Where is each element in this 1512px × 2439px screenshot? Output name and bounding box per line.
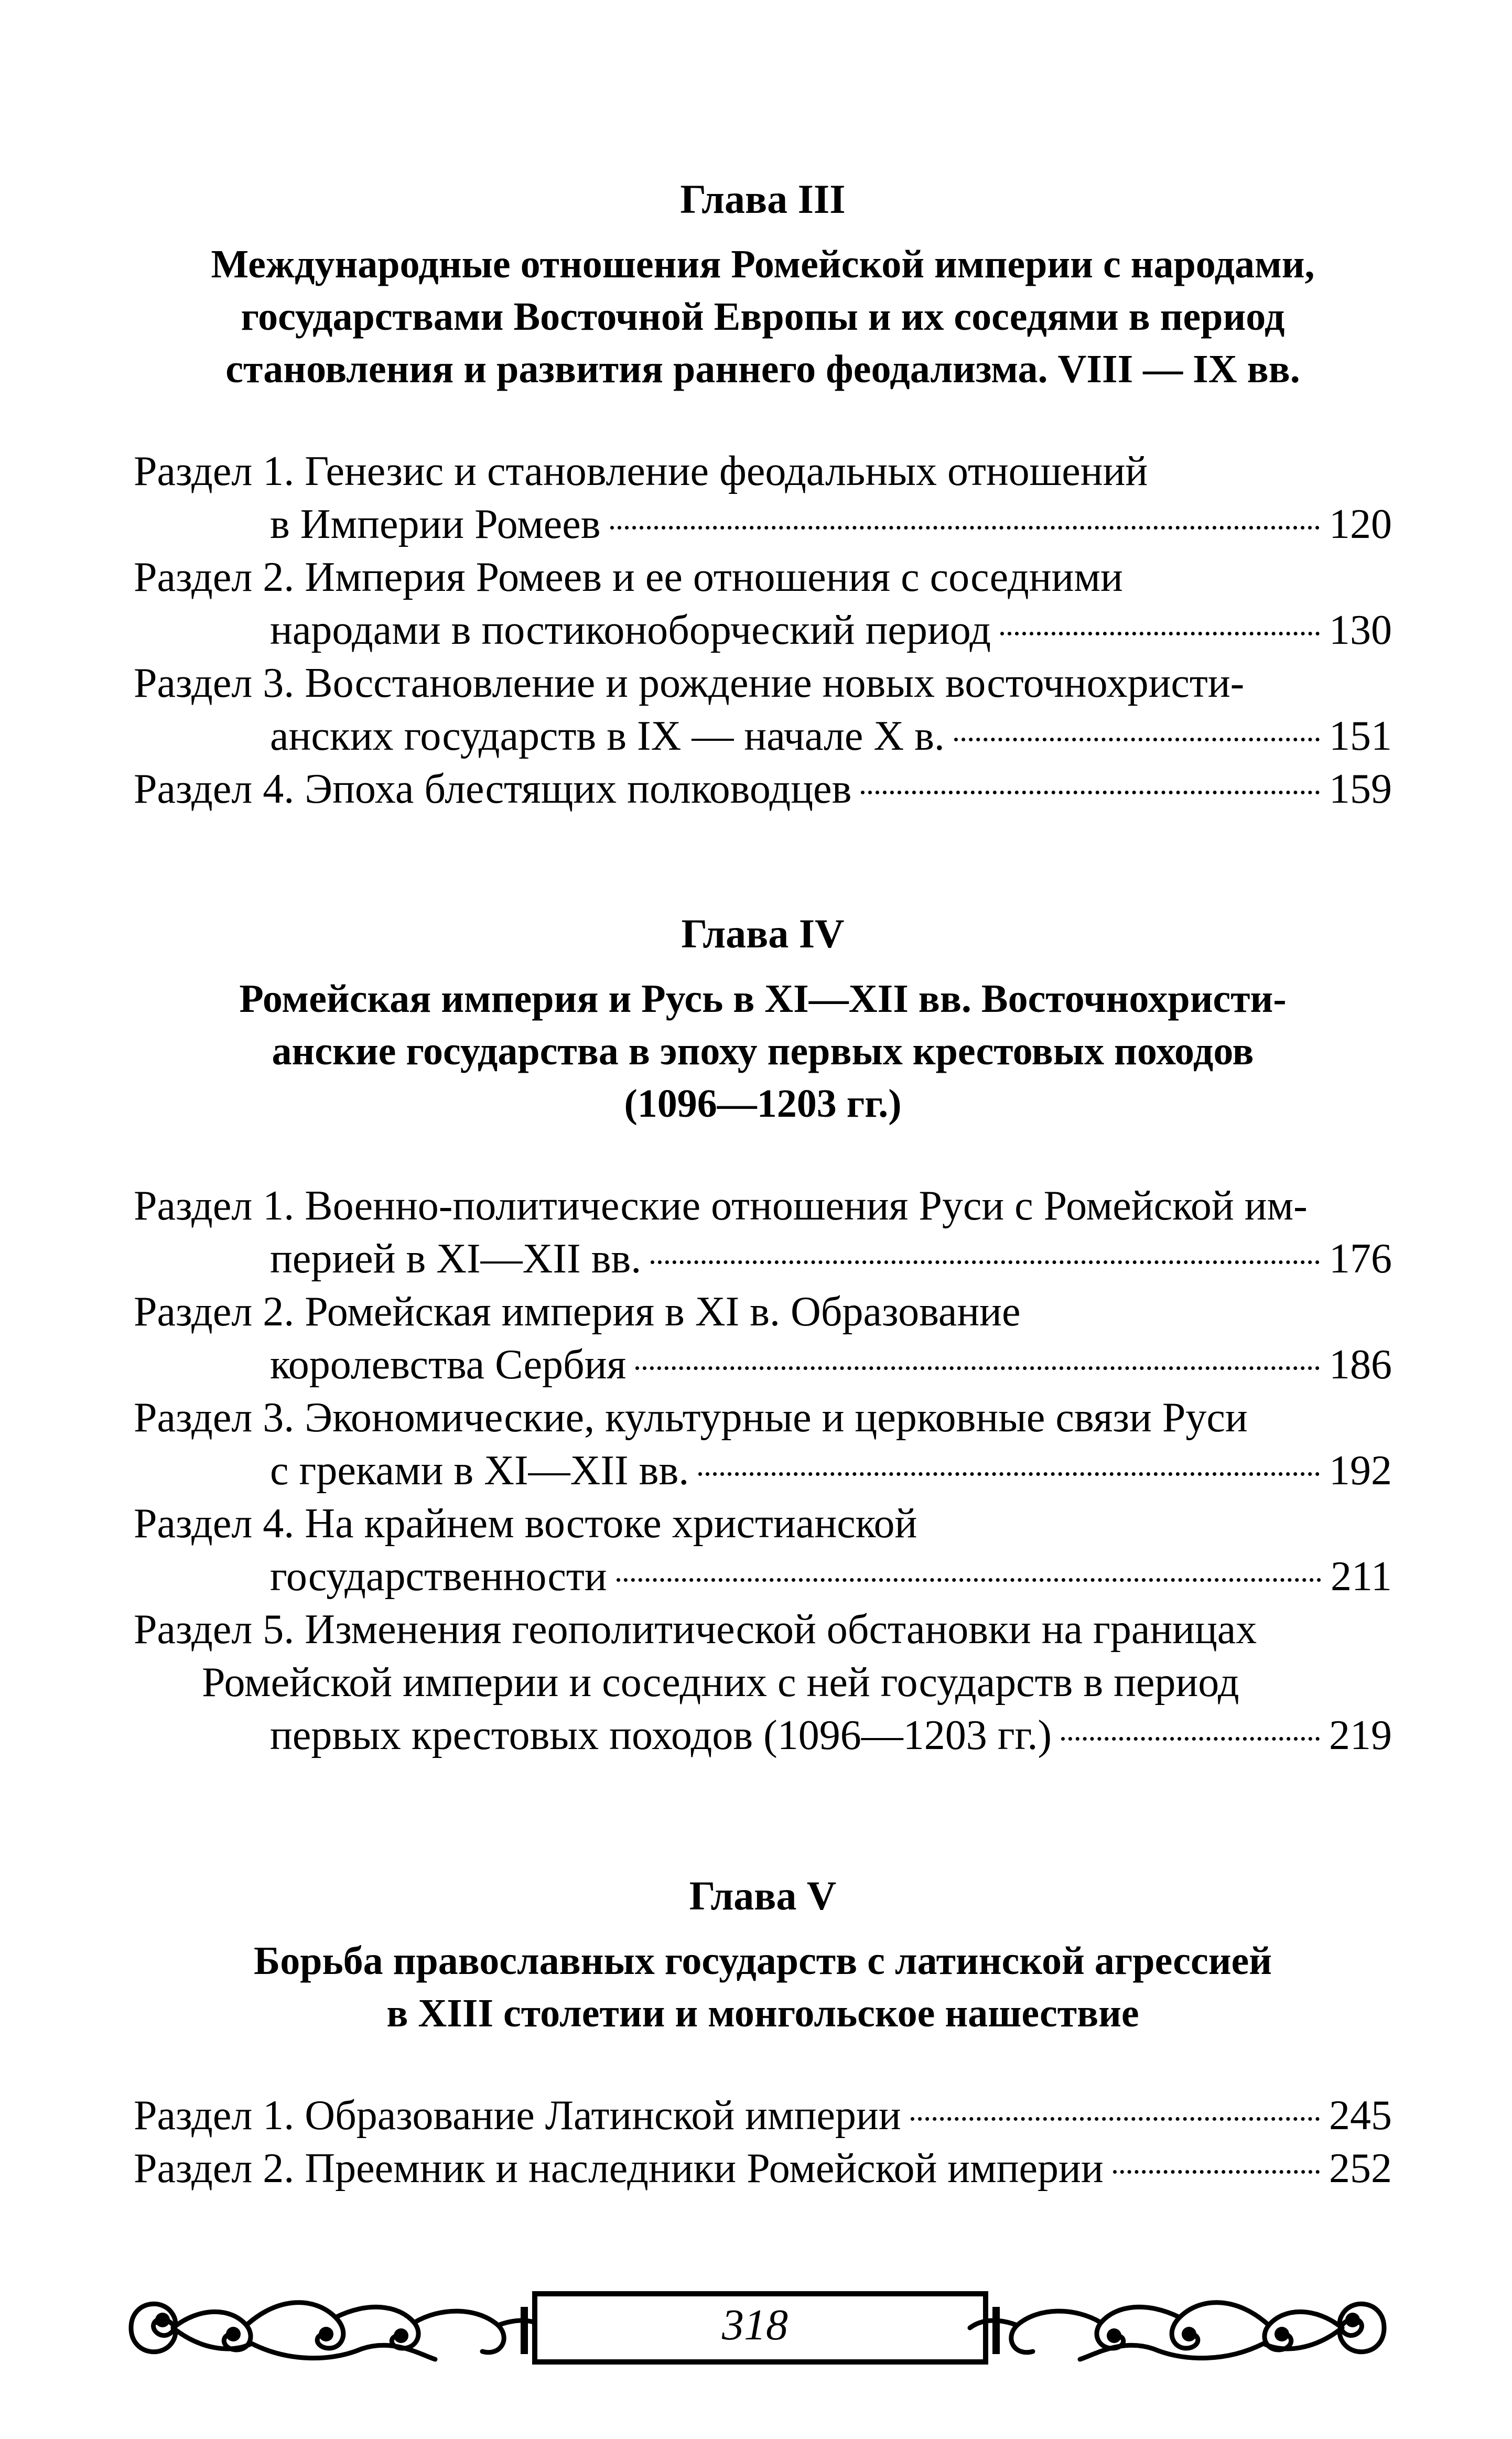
chapter-4-heading <box>134 908 1392 1130</box>
page-number: 318 <box>722 2301 788 2349</box>
entry-line: Раздел 2. Преемник и наследники Ромейской империи <box>134 2145 1104 2192</box>
chapter-subtitle-line: становления и развития раннего феодализма. VIII — IX вв. <box>225 347 1300 391</box>
chapter-title: Глава V <box>689 1873 837 1918</box>
chapter-subtitle-line: анские государства в эпоху первых крестовых походов <box>272 1029 1254 1073</box>
toc-entry[interactable] <box>134 1391 1392 1497</box>
dot-leader <box>617 1578 1321 1582</box>
toc-entry[interactable] <box>134 657 1392 763</box>
toc-entry[interactable] <box>134 445 1392 551</box>
chapter-subtitle-line: (1096—1203 гг.) <box>624 1082 902 1126</box>
toc-entry[interactable] <box>134 1286 1392 1391</box>
dot-leader <box>911 2117 1320 2121</box>
chapter-3-heading <box>134 173 1392 395</box>
table-of-contents <box>134 173 1392 2195</box>
entry-line: с греками в XI—XII вв. <box>270 1448 689 1494</box>
entry-line: Раздел 1. Генезис и становление феодальных отношений <box>134 448 1148 494</box>
toc-entry[interactable] <box>134 551 1392 657</box>
entry-line: анских государств в IX — начале X в. <box>270 713 945 759</box>
entry-line: королевства Сербия <box>270 1342 627 1388</box>
spacer <box>134 1762 1392 1870</box>
toc-entry[interactable] <box>134 1497 1392 1603</box>
entry-page-number: 130 <box>1329 607 1392 653</box>
toc-entry[interactable] <box>134 1180 1392 1286</box>
chapter-subtitle-line: в XIII столетии и монгольское нашествие <box>386 1991 1139 2035</box>
toc-entry[interactable] <box>134 2142 1392 2195</box>
toc-entry[interactable] <box>134 1603 1392 1762</box>
entry-line: Раздел 1. Образование Латинской империи <box>134 2092 901 2139</box>
dot-leader <box>1000 632 1320 635</box>
entry-line: Ромейской империи и соседних с ней государств в период <box>202 1659 1239 1706</box>
entry-line: государственности <box>270 1553 607 1600</box>
entry-line: первых крестовых походов (1096—1203 гг.) <box>270 1712 1052 1758</box>
entry-line: Раздел 5. Изменения геополитической обстановки на границах <box>134 1606 1257 1653</box>
entry-line: Раздел 2. Империя Ромеев и ее отношения с соседними <box>134 554 1123 600</box>
entry-page-number: 252 <box>1329 2145 1392 2192</box>
entry-page-number: 192 <box>1329 1448 1392 1494</box>
entry-line: в Империи Ромеев <box>270 501 601 547</box>
dot-leader <box>651 1260 1320 1264</box>
chapter-5-entries <box>134 2089 1392 2195</box>
entry-line: народами в постиконоборческий период <box>270 607 991 653</box>
entry-line: Раздел 3. Восстановление и рождение новых восточнохристи- <box>134 660 1245 706</box>
chapter-3-entries <box>134 445 1392 816</box>
dot-leader <box>635 1366 1320 1370</box>
entry-line: Раздел 4. На крайнем востоке христианской <box>134 1501 917 1547</box>
dot-leader <box>610 526 1320 530</box>
chapter-subtitle-line: Международные отношения Ромейской империи с народами, <box>211 242 1315 286</box>
entry-page-number: 211 <box>1330 1553 1392 1600</box>
dot-leader <box>698 1472 1320 1476</box>
entry-page-number: 219 <box>1329 1712 1392 1758</box>
entry-page-number: 159 <box>1329 766 1392 812</box>
chapter-4-entries <box>134 1180 1392 1762</box>
entry-page-number: 151 <box>1329 713 1392 759</box>
entry-page-number: 176 <box>1329 1236 1392 1282</box>
entry-page-number: 245 <box>1329 2092 1392 2139</box>
dot-leader <box>1113 2170 1320 2174</box>
entry-page-number: 120 <box>1329 501 1392 547</box>
toc-entry[interactable] <box>134 2089 1392 2142</box>
entry-line: перией в XI—XII вв. <box>270 1236 642 1282</box>
chapter-subtitle-line: Ромейская империя и Русь в XI—XII вв. Восточнохристи- <box>239 977 1287 1021</box>
chapter-5-heading <box>134 1870 1392 2039</box>
dot-leader <box>861 791 1320 794</box>
chapter-title: Глава III <box>680 176 846 222</box>
dot-leader <box>954 738 1320 741</box>
chapter-subtitle-line: Борьба православных государств с латинской агрессией <box>253 1939 1272 1983</box>
entry-line: Раздел 4. Эпоха блестящих полководцев <box>134 766 852 812</box>
chapter-title: Глава IV <box>681 911 845 956</box>
chapter-subtitle-line: государствами Восточной Европы и их соседями в период <box>241 295 1285 339</box>
entry-page-number: 186 <box>1329 1342 1392 1388</box>
entry-line: Раздел 3. Экономические, культурные и церковные связи Руси <box>134 1395 1248 1441</box>
spacer <box>134 816 1392 908</box>
toc-entry[interactable] <box>134 763 1392 816</box>
entry-line: Раздел 2. Ромейская империя в XI в. Образование <box>134 1289 1021 1335</box>
dot-leader <box>1061 1737 1320 1741</box>
entry-line: Раздел 1. Военно-политические отношения Руси с Ромейской им- <box>134 1183 1308 1229</box>
